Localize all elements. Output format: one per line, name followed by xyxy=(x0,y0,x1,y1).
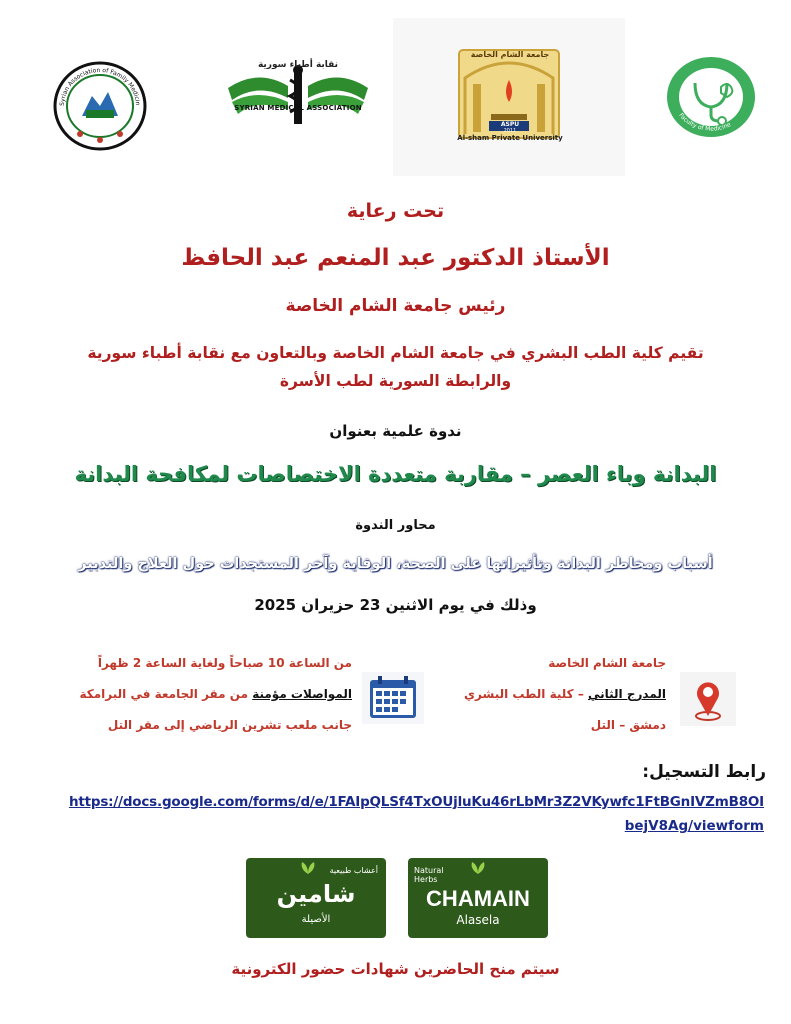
location-block xyxy=(430,656,666,732)
calendar-icon xyxy=(362,672,424,728)
aspu-english-name: Al-sham Private University xyxy=(457,134,563,142)
chamain-ar-small: أعشاب طبيعية xyxy=(329,866,378,875)
location-line-1: جامعة الشام الخاصة xyxy=(548,656,666,670)
syrian-medical-association-logo xyxy=(218,58,378,138)
transport-origin: من مقر الجامعة في البرامكة xyxy=(79,687,253,701)
seminar-title: البدانة وباء العصر – مقاربة متعددة الاختصاصات لمكافحة البدانة xyxy=(74,462,717,486)
chamain-en-main: CHAMAIN xyxy=(426,886,530,911)
sma-arabic-name: نقابة أطباء سورية xyxy=(257,60,339,70)
svg-text:Syrian Association of Family M xyxy=(52,60,141,106)
patron-role: رئيس جامعة الشام الخاصة xyxy=(285,296,506,316)
svg-text:Faculty of Medicine xyxy=(677,112,732,133)
chamain-en-sub: Alasela xyxy=(456,913,500,927)
aspu-arabic-name: جامعة الشام الخاصة xyxy=(470,50,550,59)
leaf-icon xyxy=(466,860,490,879)
date-line: وذلك في يوم الاثنين 23 حزيران 2025 xyxy=(254,596,537,614)
location-pin-icon xyxy=(680,672,736,730)
al-sham-university-logo xyxy=(393,18,625,176)
location-line-2 xyxy=(430,687,666,701)
location-faculty: – كلية الطب البشري xyxy=(464,687,588,701)
chamain-ar-sub: الأصيلة xyxy=(301,914,331,925)
seminar-label: ندوة علمية بعنوان xyxy=(329,422,462,440)
axes-label: محاور الندوة xyxy=(355,518,436,533)
schedule-line-1: من الساعة 10 صباحاً ولغاية الساعة 2 ظهراً xyxy=(97,656,352,670)
presenters-line-2: والرابطة السورية لطب الأسرة xyxy=(279,372,512,390)
chamain-en-small: Natural Herbs xyxy=(414,866,444,884)
leaf-icon xyxy=(296,860,320,879)
aspu-year: 2011 xyxy=(503,128,517,134)
certificates-note: سيتم منح الحاضرين شهادات حضور الكترونية xyxy=(231,960,560,978)
schedule-line-3: جانب ملعب تشرين الرياضي إلى مقر التل xyxy=(107,718,352,732)
patronage-label: تحت رعاية xyxy=(346,200,445,222)
schedule-line-2 xyxy=(56,687,352,701)
location-line-3: دمشق – التل xyxy=(590,718,666,732)
faculty-ring-text: Faculty of Medicine xyxy=(677,111,733,133)
patron-name: الأستاذ الدكتور عبد المنعم عبد الحافظ xyxy=(181,245,610,271)
schedule-block xyxy=(56,656,352,732)
axes-text: أسباب ومخاطر البدانة وتأثيراتها على الصحة، الوقاية وآخر المستجدات حول العلاج والتدبير xyxy=(78,556,713,572)
aspu-abbr: ASPU xyxy=(500,121,520,128)
registration-link-line-2[interactable]: bejV8Ag/viewform xyxy=(624,818,764,834)
sma-english-name: SYRIAN MEDICAL ASSOCIATION xyxy=(234,104,362,112)
family-medicine-ring-text: Syrian Association of Family Medicin xyxy=(58,66,142,107)
chamain-ar-main: شامين xyxy=(276,880,356,908)
registration-link-line-1[interactable]: https://docs.google.com/forms/d/e/1FAIpQLSf4TxOUjluKu46rLbMr3Z2VKywfc1FtBGnIVZmB8OI xyxy=(68,794,764,810)
presenters-line-1: تقيم كلية الطب البشري في جامعة الشام الخاصة وبالتعاون مع نقابة أطباء سورية xyxy=(87,344,704,362)
registration-label: رابط التسجيل: xyxy=(642,762,766,782)
transport-provided: المواصلات مؤمنة xyxy=(252,687,352,701)
location-hall: المدرج الثاني xyxy=(588,687,666,701)
